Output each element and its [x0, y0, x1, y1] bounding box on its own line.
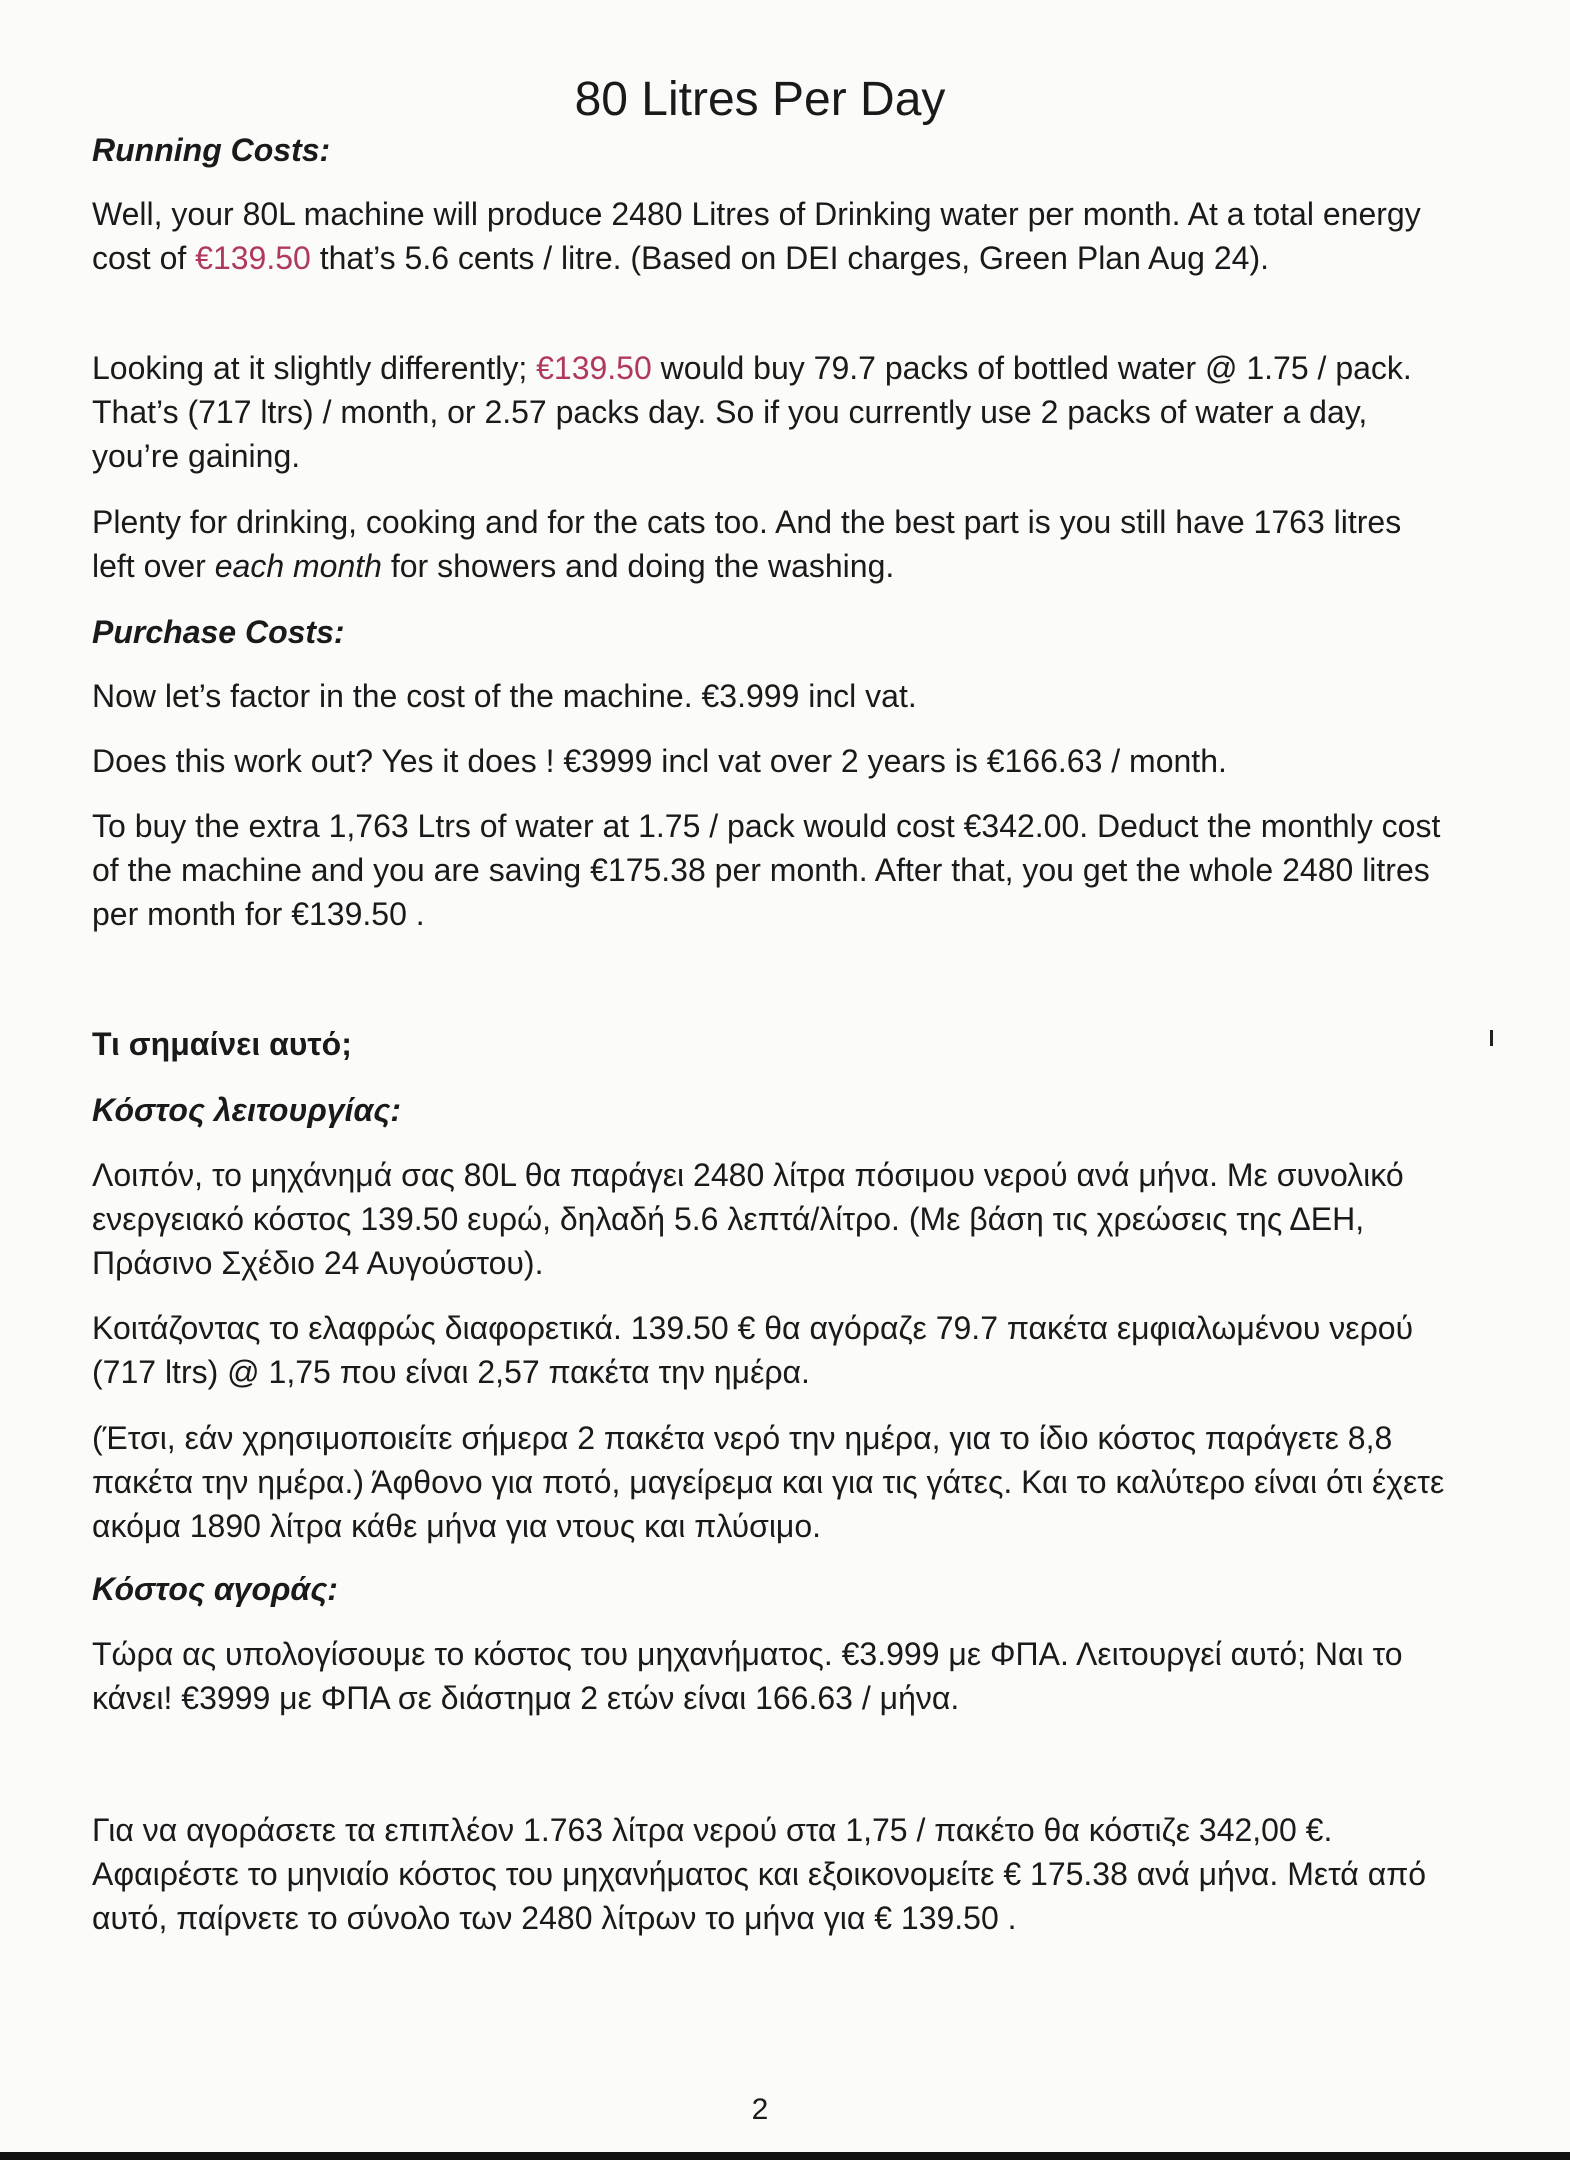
text-segment: would buy 79.7 packs of bottled water @ 1.75 / pack. That’s (717 ltrs) / month, or 2.57 packs day. So if you currently use 2 packs of water a day, you’re gaining. — [92, 350, 1412, 474]
emphasis-text: each month — [214, 548, 382, 584]
price-highlight: €139.50 — [195, 240, 311, 276]
text-segment: for showers and doing the washing. — [381, 548, 895, 584]
bottled-water-paragraph-gr: Κοιτάζοντας το ελαφρώς διαφορετικά. 139.50 € θα αγόραζε 79.7 πακέτα εμφιαλωμένου νερού (717 ltrs) @ 1,75 που είναι 2,57 πακέτα την ημέρα. — [92, 1310, 1414, 1390]
running-costs-paragraph-gr: Λοιπόν, το μηχάνημά σας 80L θα παράγει 2480 λίτρα πόσιμου νερού ανά μήνα. Με συνολικό ενεργειακό κόστος 139.50 ευρώ, δηλαδή 5.6 λεπτά/λίτρο. (Με βάση τις χρεώσεις της ΔΕΗ, Πράσινο Σχέδιο 24 Αυγούστου). — [92, 1157, 1404, 1281]
savings-paragraph: To buy the extra 1,763 Ltrs of water at 1.75 / pack would cost €342.00. Deduct the monthly cost of the machine and you are saving €175.38 per month. After that, you get the whole 2480 litres per month for €139.50 . — [92, 808, 1441, 932]
page-title: 80 Litres Per Day — [574, 73, 946, 126]
savings-paragraph-gr: Για να αγοράσετε τα επιπλέον 1.763 λίτρα νερού στα 1,75 / πακέτο θα κόστιζε 342,00 €. Αφαιρέστε το μηνιαίο κόστος του μηχανήματος και εξοικονομείτε € 175.38 ανά μήνα. Μετά από αυτό, παίρνετε το σύνολο των 2480 λίτρων το μήνα για € 139.50 . — [92, 1812, 1427, 1936]
scan-edge — [0, 2152, 1570, 2160]
running-costs-heading-gr: Κόστος λειτουργίας: — [92, 1092, 401, 1128]
plenty-paragraph — [92, 500, 1452, 588]
running-costs-heading: Running Costs: — [92, 132, 331, 168]
meaning-heading-gr: Τι σημαίνει αυτό; — [92, 1026, 352, 1062]
bottled-water-paragraph — [92, 346, 1452, 478]
machine-cost-paragraph-gr: Τώρα ας υπολογίσουμε το κόστος του μηχανήματος. €3.999 με ΦΠΑ. Λειτουργεί αυτό; Ναι το κάνει! €3999 με ΦΠΑ σε διάστημα 2 ετών είναι 166.63 / μήνα. — [92, 1636, 1403, 1716]
purchase-costs-heading: Purchase Costs: — [92, 614, 345, 650]
price-highlight: €139.50 — [536, 350, 652, 386]
text-segment: Well, your 80L machine will produce 2480 Litres of Drinking water per month. At a total energy cost of — [92, 196, 1421, 276]
purchase-costs-heading-gr: Κόστος αγοράς: — [92, 1571, 338, 1607]
plenty-paragraph-gr: (Έτσι, εάν χρησιμοποιείτε σήμερα 2 πακέτα νερό την ημέρα, για το ίδιο κόστος παράγετε 8,8 πακέτα την ημέρα.) Άφθονο για ποτό, μαγείρεμα και για τις γάτες. Και το καλύτερο είναι ότι έχετε ακόμα 1890 λίτρα κάθε μήνα για ντους και πλύσιμο. — [92, 1420, 1445, 1544]
text-segment: Plenty for drinking, cooking and for the cats too. And the best part is you still have 1763 litres left over — [92, 504, 1402, 584]
page-number: 2 — [751, 2093, 769, 2126]
work-out-paragraph: Does this work out? Yes it does ! €3999 incl vat over 2 years is €166.63 / month. — [92, 743, 1227, 779]
text-segment: Looking at it slightly differently; — [92, 350, 537, 386]
text-segment: that’s 5.6 cents / litre. (Based on DEI charges, Green Plan Aug 24). — [310, 240, 1269, 276]
running-costs-paragraph — [92, 192, 1452, 280]
scan-speck — [1490, 1030, 1493, 1046]
machine-cost-paragraph: Now let’s factor in the cost of the machine. €3.999 incl vat. — [92, 678, 917, 714]
